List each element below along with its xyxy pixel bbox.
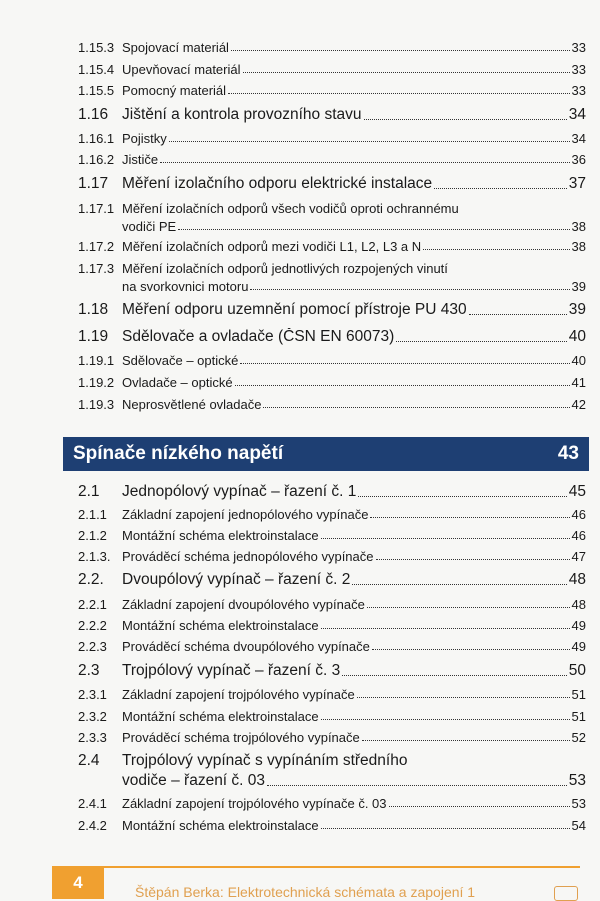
entry-title: Měření izolačních odporů jednotlivých rozpojených vinutí (122, 261, 448, 276)
entry-title: Sdělovače a ovladače (ČSN EN 60073) (122, 328, 395, 345)
entry-number: 2.3 (78, 662, 100, 679)
entry-title: Montážní schéma elektroinstalace (122, 618, 319, 633)
dot-leader (250, 289, 569, 290)
entry-number: 2.4 (78, 752, 100, 769)
entry-title: Základní zapojení trojpólového vypínače (122, 687, 355, 702)
entry-title-continued: vodiči PE (122, 219, 177, 234)
entry-page: 46 (571, 528, 586, 543)
entry-number: 1.17.1 (78, 201, 115, 216)
toc-entry (78, 131, 586, 146)
entry-number: 1.15.4 (78, 62, 115, 77)
entry-number: 2.1 (78, 483, 100, 500)
toc-entry (78, 375, 586, 390)
dot-leader (357, 697, 570, 698)
entry-number: 2.3.3 (78, 730, 107, 745)
entry-title: Dvoupólový vypínač – řazení č. 2 (122, 571, 351, 588)
toc-entry (78, 662, 586, 680)
toc-entry (78, 175, 586, 193)
toc-entry (78, 83, 586, 98)
entry-title: Ovladače – optické (122, 375, 233, 390)
dot-leader (434, 188, 567, 189)
entry-number: 1.17.2 (78, 239, 115, 254)
entry-title: Základní zapojení trojpólového vypínače č. 03 (122, 796, 387, 811)
toc-entry (78, 687, 586, 702)
entry-number: 2.2.3 (78, 639, 107, 654)
entry-page: 51 (571, 687, 586, 702)
entry-page: 47 (571, 549, 586, 564)
chapter-header (63, 437, 589, 471)
entry-number: 2.3.2 (78, 709, 107, 724)
entry-page: 52 (571, 730, 586, 745)
entry-title: Základní zapojení jednopólového vypínače (122, 507, 369, 522)
entry-number: 1.19.3 (78, 397, 115, 412)
toc-entry (78, 328, 586, 346)
footer-text: Štěpán Berka: Elektrotechnická schémata a zapojení 1 (135, 884, 476, 900)
entry-title: Montážní schéma elektroinstalace (122, 818, 319, 833)
page-footer (0, 866, 600, 899)
entry-number: 2.1.1 (78, 507, 107, 522)
entry-title: Trojpólový vypínač s vypínáním středního (122, 752, 408, 769)
entry-title: Upevňovací materiál (122, 62, 241, 77)
entry-title: Prováděcí schéma dvoupólového vypínače (122, 639, 370, 654)
entry-page: 53 (571, 796, 586, 811)
entry-page: 37 (568, 175, 586, 192)
dot-leader (321, 719, 570, 720)
toc-entry (78, 639, 586, 654)
entry-number: 2.3.1 (78, 687, 107, 702)
entry-page: 38 (571, 239, 586, 254)
toc-entry (78, 507, 586, 522)
entry-title: Jističe (122, 152, 159, 167)
entry-number: 1.17 (78, 175, 109, 192)
entry-number: 1.16.1 (78, 131, 115, 146)
toc-entry (78, 528, 586, 543)
entry-number: 1.18 (78, 301, 109, 318)
entry-title: Prováděcí schéma trojpólového vypínače (122, 730, 360, 745)
entry-page: 34 (571, 131, 586, 146)
entry-title: Měření izolačního odporu elektrické instalace (122, 175, 433, 192)
entry-number: 2.2. (78, 571, 104, 588)
dot-leader (321, 538, 570, 539)
dot-leader (376, 559, 570, 560)
page-number: 4 (52, 866, 104, 899)
dot-leader (389, 806, 570, 807)
entry-number: 2.1.2 (78, 528, 107, 543)
entry-number: 2.2.2 (78, 618, 107, 633)
entry-number: 1.15.3 (78, 40, 115, 55)
dot-leader (358, 496, 566, 497)
dot-leader (240, 363, 569, 364)
entry-page: 54 (571, 818, 586, 833)
toc-entry (78, 752, 586, 790)
entry-title: Základní zapojení dvoupólového vypínače (122, 597, 365, 612)
toc-entry (78, 62, 586, 77)
toc-entry (78, 201, 586, 234)
dot-leader (169, 141, 570, 142)
dot-leader (423, 249, 569, 250)
toc-entry (78, 730, 586, 745)
entry-page: 46 (571, 507, 586, 522)
dot-leader (469, 314, 567, 315)
entry-page: 48 (571, 597, 586, 612)
entry-title: Měření odporu uzemnění pomocí přístroje PU 430 (122, 301, 467, 318)
entry-title: Jištění a kontrola provozního stavu (122, 106, 362, 123)
toc-entry (78, 483, 586, 501)
toc-entry (78, 301, 586, 319)
entry-page: 33 (571, 40, 586, 55)
entry-number: 1.19 (78, 328, 109, 345)
dot-leader (243, 72, 570, 73)
entry-title: Sdělovače – optické (122, 353, 239, 368)
entry-title-continued: vodiče – řazení č. 03 (122, 772, 266, 789)
toc-entry (78, 239, 586, 254)
entry-page: 42 (571, 397, 586, 412)
entry-page: 34 (568, 106, 586, 123)
entry-title: Spojovací materiál (122, 40, 229, 55)
entry-page: 51 (571, 709, 586, 724)
dot-leader (321, 828, 570, 829)
entry-title: Jednopólový vypínač – řazení č. 1 (122, 483, 357, 500)
entry-number: 1.19.2 (78, 375, 115, 390)
entry-title: Pojistky (122, 131, 167, 146)
entry-number: 1.17.3 (78, 261, 115, 276)
entry-number: 2.4.1 (78, 796, 107, 811)
entry-page: 36 (571, 152, 586, 167)
chapter-page: 43 (557, 443, 579, 464)
entry-page: 41 (571, 375, 586, 390)
dot-leader (396, 341, 566, 342)
toc-entry (78, 618, 586, 633)
toc-entry (78, 152, 586, 167)
entry-title: Montážní schéma elektroinstalace (122, 528, 319, 543)
entry-page: 38 (571, 219, 586, 234)
dot-leader (228, 93, 569, 94)
toc-entry (78, 549, 586, 564)
chapter-title: Spínače nízkého napětí (73, 443, 284, 464)
entry-page: 49 (571, 639, 586, 654)
dot-leader (160, 162, 569, 163)
dot-leader (267, 785, 567, 786)
dot-leader (367, 607, 570, 608)
toc-entry (78, 40, 586, 55)
entry-number: 2.4.2 (78, 818, 107, 833)
entry-page: 45 (568, 483, 586, 500)
toc-entry (78, 353, 586, 368)
entry-title: Trojpólový vypínač – řazení č. 3 (122, 662, 341, 679)
entry-page: 40 (568, 328, 586, 345)
entry-page: 49 (571, 618, 586, 633)
dot-leader (364, 119, 567, 120)
entry-number: 2.1.3. (78, 549, 111, 564)
dot-leader (362, 740, 570, 741)
toc-entry (78, 397, 586, 412)
entry-number: 1.16.2 (78, 152, 115, 167)
entry-title: Pomocný materiál (122, 83, 227, 98)
entry-page: 53 (568, 772, 586, 789)
toc-entry (78, 818, 586, 833)
dot-leader (352, 584, 566, 585)
footer-rule (104, 866, 580, 868)
dot-leader (178, 229, 569, 230)
entry-title: Měření izolačních odporů všech vodičů oproti ochrannému (122, 201, 459, 216)
entry-title-continued: na svorkovnici motoru (122, 279, 249, 294)
toc-entry (78, 709, 586, 724)
toc-entry (78, 106, 586, 124)
entry-page: 33 (571, 83, 586, 98)
dot-leader (235, 385, 570, 386)
dot-leader (342, 675, 567, 676)
dot-leader (372, 649, 570, 650)
dot-leader (370, 517, 569, 518)
entry-page: 48 (568, 571, 586, 588)
toc-entry (78, 597, 586, 612)
entry-page: 39 (568, 301, 586, 318)
entry-title: Neprosvětlené ovladače (122, 397, 262, 412)
entry-page: 33 (571, 62, 586, 77)
dot-leader (231, 50, 570, 51)
entry-title: Měření izolačních odporů mezi vodiči L1, L2, L3 a N (122, 239, 422, 254)
entry-page: 39 (571, 279, 586, 294)
entry-number: 1.15.5 (78, 83, 115, 98)
dot-leader (263, 407, 569, 408)
entry-number: 1.16 (78, 106, 109, 123)
toc-entry (78, 571, 586, 589)
entry-number: 2.2.1 (78, 597, 107, 612)
toc-entry (78, 261, 586, 294)
dot-leader (321, 628, 570, 629)
entry-page: 40 (571, 353, 586, 368)
entry-title: Prováděcí schéma jednopólového vypínače (122, 549, 374, 564)
entry-title: Montážní schéma elektroinstalace (122, 709, 319, 724)
entry-number: 1.19.1 (78, 353, 115, 368)
toc-entry (78, 796, 586, 811)
entry-page: 50 (568, 662, 586, 679)
